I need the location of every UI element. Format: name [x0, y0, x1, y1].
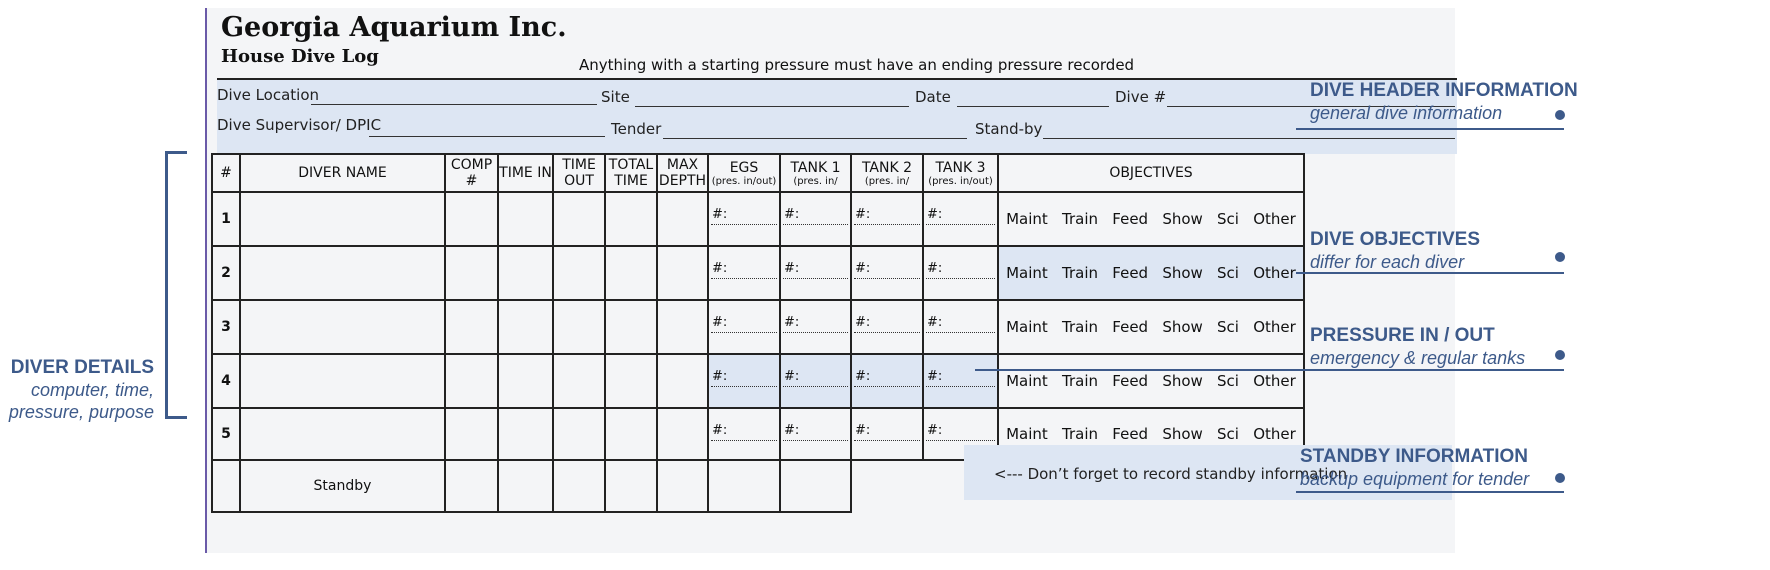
pressure-dotted-line — [711, 224, 777, 225]
tank2-label: TANK 2 — [861, 159, 913, 176]
max-depth-cell[interactable] — [657, 354, 708, 408]
pressure-prefix: #: — [784, 261, 800, 276]
total-time-cell[interactable] — [605, 192, 657, 246]
objective-option[interactable]: Other — [1253, 264, 1296, 282]
row-number: 4 — [212, 354, 240, 408]
dive-supervisor-label: Dive Supervisor/ DPIC — [217, 116, 382, 134]
pressure-prefix: #: — [784, 423, 800, 438]
diver-details-bracket — [165, 153, 168, 418]
objectives-cell — [998, 246, 1304, 300]
standby-max-depth-cell[interactable] — [657, 460, 708, 512]
annotation-diver-details-line1: computer, time, — [30, 380, 154, 400]
max-depth-cell[interactable] — [657, 300, 708, 354]
egs-pressure-cell[interactable] — [708, 246, 780, 300]
annotation-dive-header-marker — [1555, 110, 1565, 120]
tank3-pressure-cell[interactable] — [923, 300, 998, 354]
dive-supervisor-field[interactable] — [369, 136, 605, 137]
pressure-prefix: #: — [784, 369, 800, 384]
pressure-prefix: #: — [855, 207, 871, 222]
standby-name-label: Standby — [240, 460, 445, 512]
comp-cell[interactable] — [445, 246, 498, 300]
tank1-pressure-cell[interactable] — [780, 300, 851, 354]
annotation-standby-rule — [1296, 491, 1564, 493]
total-time-cell[interactable] — [605, 300, 657, 354]
time-in-cell[interactable] — [498, 192, 553, 246]
tank3-pressure-cell[interactable] — [923, 192, 998, 246]
annotation-pressure — [1310, 325, 1525, 369]
row-number: 2 — [212, 246, 240, 300]
objective-option[interactable]: Other — [1253, 425, 1296, 443]
standby-total-time-cell[interactable] — [605, 460, 657, 512]
dive-location-field[interactable] — [311, 104, 597, 105]
egs-pressure-cell[interactable] — [708, 354, 780, 408]
col-header-comp: COMP # — [445, 154, 498, 192]
col-header-max-depth: MAX DEPTH — [657, 154, 708, 192]
pressure-dotted-line — [783, 224, 848, 225]
standby-comp-cell[interactable] — [445, 460, 498, 512]
date-field[interactable] — [957, 106, 1109, 107]
objective-option[interactable]: Other — [1253, 318, 1296, 336]
pressure-prefix: #: — [927, 207, 943, 222]
objective-options — [999, 425, 1303, 443]
date-label: Date — [915, 88, 951, 106]
tank1-pressure-cell[interactable] — [780, 354, 851, 408]
standby-time-in-cell[interactable] — [498, 460, 553, 512]
annotation-dive-objectives-marker — [1555, 252, 1565, 262]
pressure-dotted-line — [926, 224, 995, 225]
row-number: 3 — [212, 300, 240, 354]
comp-cell[interactable] — [445, 354, 498, 408]
objective-option[interactable]: Feed — [1112, 425, 1149, 443]
pressure-dotted-line — [711, 440, 777, 441]
tank2-pressure-cell[interactable] — [851, 354, 923, 408]
dive-log-form — [205, 8, 1455, 553]
objective-option[interactable]: Show — [1162, 264, 1203, 282]
annotation-diver-details — [0, 357, 154, 423]
annotation-dive-objectives — [1310, 229, 1480, 273]
diver-name-cell[interactable] — [240, 354, 445, 408]
objective-options — [999, 318, 1303, 336]
diver-name-cell[interactable] — [240, 246, 445, 300]
objective-option[interactable]: Train — [1062, 210, 1099, 228]
objective-option[interactable]: Other — [1253, 210, 1296, 228]
time-out-cell[interactable] — [553, 408, 605, 460]
pressure-prefix: #: — [927, 261, 943, 276]
tank3-pressure-cell[interactable] — [923, 354, 998, 408]
tank1-pressure-cell[interactable] — [780, 192, 851, 246]
pressure-prefix: #: — [784, 315, 800, 330]
annotation-dive-objectives-rule — [1296, 272, 1564, 274]
table-header-row — [212, 154, 1304, 192]
pressure-prefix: #: — [855, 315, 871, 330]
table-row — [212, 192, 1304, 246]
annotation-diver-details-line2: pressure, purpose — [8, 402, 154, 422]
pressure-dotted-line — [854, 440, 920, 441]
annotation-standby-subtitle: backup equipment for tender — [1300, 469, 1530, 489]
diver-name-cell[interactable] — [240, 192, 445, 246]
table-row — [212, 354, 1304, 408]
time-in-cell[interactable] — [498, 408, 553, 460]
tank2-pressure-cell[interactable] — [851, 246, 923, 300]
objective-option[interactable]: Sci — [1217, 425, 1239, 443]
col-header-tank1 — [780, 154, 851, 192]
diver-name-cell[interactable] — [240, 408, 445, 460]
standby-field[interactable] — [1043, 138, 1455, 139]
pressure-prefix: #: — [712, 261, 728, 276]
objective-option[interactable]: Train — [1062, 318, 1099, 336]
col-header-total-time: TOTAL TIME — [605, 154, 657, 192]
pressure-prefix: #: — [927, 423, 943, 438]
egs-sub: (pres. in/out) — [711, 175, 777, 187]
objective-option[interactable]: Show — [1162, 210, 1203, 228]
tank1-pressure-cell[interactable] — [780, 246, 851, 300]
annotation-diver-details-title: DIVER DETAILS — [10, 357, 154, 378]
tank2-sub: (pres. in/ — [864, 175, 910, 187]
annotation-pressure-subtitle: emergency & regular tanks — [1310, 348, 1526, 368]
time-out-cell[interactable] — [553, 354, 605, 408]
objective-option[interactable]: Maint — [1006, 318, 1048, 336]
tank2-pressure-cell[interactable] — [851, 408, 923, 460]
objective-option[interactable]: Show — [1162, 318, 1203, 336]
time-in-cell[interactable] — [498, 300, 553, 354]
tank2-pressure-cell[interactable] — [851, 300, 923, 354]
col-header-tank3 — [923, 154, 998, 192]
pressure-dotted-line — [926, 386, 995, 387]
diver-details-bracket-top — [165, 151, 187, 154]
form-subtitle: House Dive Log — [221, 46, 379, 67]
objective-option[interactable]: Sci — [1217, 264, 1239, 282]
objective-option[interactable]: Other — [1253, 372, 1296, 390]
tank1-sub: (pres. in/ — [793, 175, 838, 187]
annotation-standby — [1300, 446, 1529, 490]
annotation-dive-header — [1310, 80, 1578, 124]
time-in-cell[interactable] — [498, 354, 553, 408]
annotation-pressure-marker — [1555, 350, 1565, 360]
objective-option[interactable]: Feed — [1112, 264, 1149, 282]
pressure-dotted-line — [783, 278, 848, 279]
objectives-cell — [998, 192, 1304, 246]
pressure-prefix: #: — [712, 423, 728, 438]
egs-pressure-cell[interactable] — [708, 300, 780, 354]
pressure-dotted-line — [711, 332, 777, 333]
comp-cell[interactable] — [445, 408, 498, 460]
comp-cell[interactable] — [445, 192, 498, 246]
objective-options — [999, 210, 1303, 228]
time-out-cell[interactable] — [553, 246, 605, 300]
pressure-dotted-line — [783, 332, 848, 333]
tank1-pressure-cell[interactable] — [780, 408, 851, 460]
objectives-cell — [998, 300, 1304, 354]
annotation-dive-objectives-title: DIVE OBJECTIVES — [1310, 229, 1480, 250]
standby-time-out-cell[interactable] — [553, 460, 605, 512]
col-header-tank2 — [851, 154, 923, 192]
objective-options — [999, 372, 1303, 390]
objective-option[interactable]: Show — [1162, 372, 1203, 390]
egs-pressure-cell[interactable] — [708, 192, 780, 246]
pressure-prefix: #: — [712, 369, 728, 384]
egs-pressure-cell[interactable] — [708, 408, 780, 460]
pressure-dotted-line — [926, 440, 995, 441]
objective-option[interactable]: Sci — [1217, 372, 1239, 390]
annotation-dive-header-subtitle: general dive information — [1310, 103, 1503, 123]
tank3-sub: (pres. in/out) — [928, 175, 993, 187]
pressure-prefix: #: — [855, 423, 871, 438]
tender-label: Tender — [611, 120, 662, 138]
pressure-dotted-line — [854, 224, 920, 225]
objective-option[interactable]: Feed — [1112, 372, 1149, 390]
max-depth-cell[interactable] — [657, 408, 708, 460]
col-header-num: # — [212, 154, 240, 192]
annotation-dive-objectives-subtitle: differ for each diver — [1310, 252, 1465, 272]
annotation-dive-header-title: DIVE HEADER INFORMATION — [1310, 80, 1578, 101]
form-title: Georgia Aquarium Inc. — [221, 12, 567, 43]
col-header-diver-name: DIVER NAME — [240, 154, 445, 192]
pressure-prefix: #: — [855, 369, 871, 384]
max-depth-cell[interactable] — [657, 192, 708, 246]
tank1-label: TANK 1 — [790, 159, 841, 176]
objective-option[interactable]: Sci — [1217, 318, 1239, 336]
max-depth-cell[interactable] — [657, 246, 708, 300]
dive-number-label: Dive # — [1115, 88, 1167, 106]
annotation-dive-header-rule — [1296, 128, 1564, 130]
col-header-objectives: OBJECTIVES — [998, 154, 1304, 192]
pressure-dotted-line — [926, 332, 995, 333]
standby-reminder-text: <--- Don’t forget to record standby information — [994, 465, 1348, 483]
annotation-standby-marker — [1555, 473, 1565, 483]
objective-option[interactable]: Maint — [1006, 210, 1048, 228]
pressure-dotted-line — [711, 386, 777, 387]
standby-egs-cell[interactable] — [708, 460, 780, 512]
row-number: 5 — [212, 408, 240, 460]
pressure-dotted-line — [711, 278, 777, 279]
site-label: Site — [601, 88, 630, 106]
pressure-prefix: #: — [855, 261, 871, 276]
col-header-time-out: TIME OUT — [553, 154, 605, 192]
table-row — [212, 246, 1304, 300]
pressure-dotted-line — [926, 278, 995, 279]
col-header-time-in: TIME IN — [498, 154, 553, 192]
table-row — [212, 300, 1304, 354]
pressure-notice: Anything with a starting pressure must have an ending pressure recorded — [579, 56, 1135, 74]
pressure-dotted-line — [783, 386, 848, 387]
tank2-pressure-cell[interactable] — [851, 192, 923, 246]
diver-details-bracket-bottom — [165, 416, 187, 419]
total-time-cell[interactable] — [605, 246, 657, 300]
pressure-dotted-line — [854, 386, 920, 387]
site-field[interactable] — [635, 106, 909, 107]
tank3-label: TANK 3 — [935, 159, 986, 176]
objective-option[interactable]: Train — [1062, 425, 1099, 443]
pressure-prefix: #: — [712, 207, 728, 222]
annotation-pressure-title: PRESSURE IN / OUT — [1310, 325, 1495, 346]
objective-option[interactable]: Maint — [1006, 425, 1048, 443]
dive-header-section — [217, 78, 1457, 154]
objective-option[interactable]: Feed — [1112, 210, 1149, 228]
pressure-prefix: #: — [927, 369, 943, 384]
standby-label: Stand-by — [975, 120, 1043, 138]
objective-option[interactable]: Maint — [1006, 372, 1048, 390]
egs-label: EGS — [729, 159, 759, 176]
dive-location-label: Dive Location — [217, 86, 320, 104]
time-in-cell[interactable] — [498, 246, 553, 300]
comp-cell[interactable] — [445, 300, 498, 354]
annotation-pressure-rule — [975, 369, 1564, 371]
pressure-dotted-line — [854, 278, 920, 279]
total-time-cell[interactable] — [605, 408, 657, 460]
objective-option[interactable]: Sci — [1217, 210, 1239, 228]
standby-tank1-cell[interactable] — [780, 460, 851, 512]
objective-option[interactable]: Maint — [1006, 264, 1048, 282]
time-out-cell[interactable] — [553, 192, 605, 246]
pressure-prefix: #: — [784, 207, 800, 222]
time-out-cell[interactable] — [553, 300, 605, 354]
objective-option[interactable]: Train — [1062, 264, 1099, 282]
tank3-pressure-cell[interactable] — [923, 246, 998, 300]
pressure-prefix: #: — [927, 315, 943, 330]
diver-name-cell[interactable] — [240, 300, 445, 354]
objective-option[interactable]: Feed — [1112, 318, 1149, 336]
objective-options — [999, 264, 1303, 282]
objectives-cell — [998, 354, 1304, 408]
objective-option[interactable]: Show — [1162, 425, 1203, 443]
col-header-egs — [708, 154, 780, 192]
pressure-prefix: #: — [712, 315, 728, 330]
total-time-cell[interactable] — [605, 354, 657, 408]
annotation-standby-title: STANDBY INFORMATION — [1300, 446, 1528, 467]
objective-option[interactable]: Train — [1062, 372, 1099, 390]
row-number: 1 — [212, 192, 240, 246]
tender-field[interactable] — [663, 138, 967, 139]
standby-num-cell[interactable] — [212, 460, 240, 512]
pressure-dotted-line — [854, 332, 920, 333]
pressure-dotted-line — [783, 440, 848, 441]
